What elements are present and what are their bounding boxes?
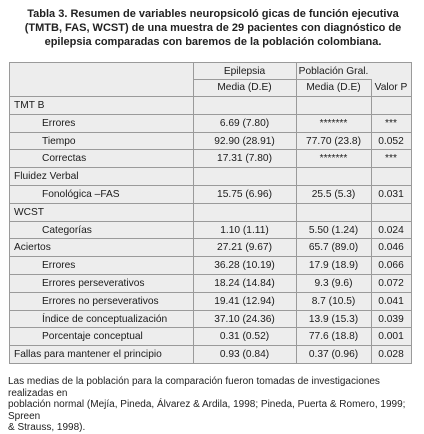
cell-poblacion: 77.70 (23.8) — [306, 135, 361, 147]
cell-poblacion: 25.5 (5.3) — [311, 189, 356, 200]
row-label: Errores — [42, 117, 76, 129]
cell-valor-p: 0.072 — [378, 278, 404, 289]
row-label: TMT B — [14, 100, 45, 111]
cell-epilepsia: 15.75 (6.96) — [217, 189, 272, 200]
row-label: Errores — [42, 260, 76, 272]
row-line — [10, 114, 411, 115]
cell-epilepsia: 37.10 (24.36) — [214, 313, 275, 325]
cell-valor-p: *** — [385, 153, 397, 165]
row-line — [10, 238, 411, 239]
header-epilepsia: Epilepsia — [223, 66, 266, 77]
cell-valor-p: 0.046 — [378, 242, 404, 254]
row-line — [10, 185, 411, 186]
header-media-epilepsia: Media (D.E) — [217, 82, 272, 93]
cell-poblacion: 8.7 (10.5) — [311, 295, 356, 307]
row-line — [10, 292, 411, 293]
cell-valor-p: *** — [385, 117, 397, 129]
header-bottom-line — [10, 96, 411, 97]
cell-epilepsia: 0.93 (0.84) — [219, 349, 270, 361]
cell-poblacion: 5.50 (1.24) — [308, 224, 359, 236]
header-divider — [193, 79, 371, 80]
row-label: Correctas — [42, 153, 87, 165]
row-label: WCST — [14, 206, 44, 218]
header-media-poblacion: Media (D.E) — [306, 82, 361, 93]
row-label: Errores perseverativos — [42, 278, 145, 289]
row-line — [10, 132, 411, 133]
cell-epilepsia: 36.28 (10.19) — [214, 260, 275, 272]
cell-poblacion: 17.9 (18.9) — [308, 260, 359, 272]
header-poblacion: Población Gral. — [298, 66, 369, 77]
section-line — [10, 203, 411, 204]
cell-poblacion: ******* — [319, 153, 348, 165]
row-line — [10, 310, 411, 311]
cell-poblacion: 13.9 (15.3) — [308, 313, 359, 325]
row-line — [10, 221, 411, 222]
row-label: Errores no perseverativos — [42, 295, 159, 307]
cell-valor-p: 0.039 — [378, 313, 404, 325]
header-valor-p: Valor P — [374, 82, 408, 93]
footnote-line-1: Las medias de la población para la comparación fueron tomadas de investigaciones realizadas en — [8, 376, 380, 399]
row-label: Fluidez Verbal — [14, 171, 79, 183]
cell-epilepsia: 27.21 (9.67) — [217, 242, 272, 254]
row-label: Fonológica –FAS — [42, 189, 120, 200]
cell-valor-p: 0.052 — [378, 135, 404, 147]
cell-epilepsia: 0.31 (0.52) — [219, 331, 270, 343]
cell-epilepsia: 92.90 (28.91) — [214, 135, 275, 147]
row-label: Tiempo — [42, 135, 76, 147]
row-line — [10, 149, 411, 150]
cell-valor-p: 0.041 — [378, 295, 404, 307]
footnote — [8, 376, 420, 434]
cell-epilepsia: 1.10 (1.11) — [220, 224, 269, 236]
caption-line-3: epilepsia comparadas con baremos de la población colombiana. — [44, 36, 382, 48]
footnote-line-2: población normal (Mejía, Pineda, Álvarez & Ardila, 1998; Pineda, Puerta & Romero, 1999; Spreen — [8, 399, 406, 422]
cell-poblacion: 65.7 (89.0) — [308, 242, 359, 254]
results-table — [9, 62, 412, 364]
row-line — [10, 256, 411, 257]
cell-valor-p: 0.001 — [378, 331, 404, 343]
caption-line-1: Tabla 3. Resumen de variables neuropsicoló gicas de función ejecutiva — [27, 8, 399, 20]
cell-epilepsia: 18.24 (14.84) — [214, 278, 275, 289]
cell-poblacion: 9.3 (9.6) — [314, 278, 353, 289]
row-label: Índice de conceptualización — [42, 313, 168, 325]
row-label: Porcentaje conceptual — [42, 331, 143, 343]
row-line — [10, 345, 411, 346]
row-label: Categorías — [42, 224, 92, 236]
row-label: Fallas para mantener el principio — [14, 349, 162, 361]
cell-epilepsia: 17.31 (7.80) — [217, 153, 272, 165]
cell-valor-p: 0.028 — [378, 349, 404, 361]
table-caption — [8, 7, 418, 49]
cell-epilepsia: 6.69 (7.80) — [219, 117, 270, 129]
row-line — [10, 274, 411, 275]
cell-valor-p: 0.066 — [378, 260, 404, 272]
section-line — [10, 167, 411, 168]
cell-poblacion: ******* — [319, 117, 348, 129]
cell-valor-p: 0.024 — [378, 224, 404, 236]
cell-valor-p: 0.031 — [378, 189, 404, 200]
footnote-line-3: & Strauss, 1998). — [8, 422, 86, 433]
cell-epilepsia: 19.41 (12.94) — [214, 295, 275, 307]
row-label: Aciertos — [14, 242, 51, 254]
cell-poblacion: 77.6 (18.8) — [308, 331, 359, 343]
cell-poblacion: 0.37 (0.96) — [308, 349, 359, 361]
row-line — [10, 327, 411, 328]
caption-line-2: (TMTB, FAS, WCST) de una muestra de 29 pacientes con diagnóstico de — [24, 22, 402, 34]
